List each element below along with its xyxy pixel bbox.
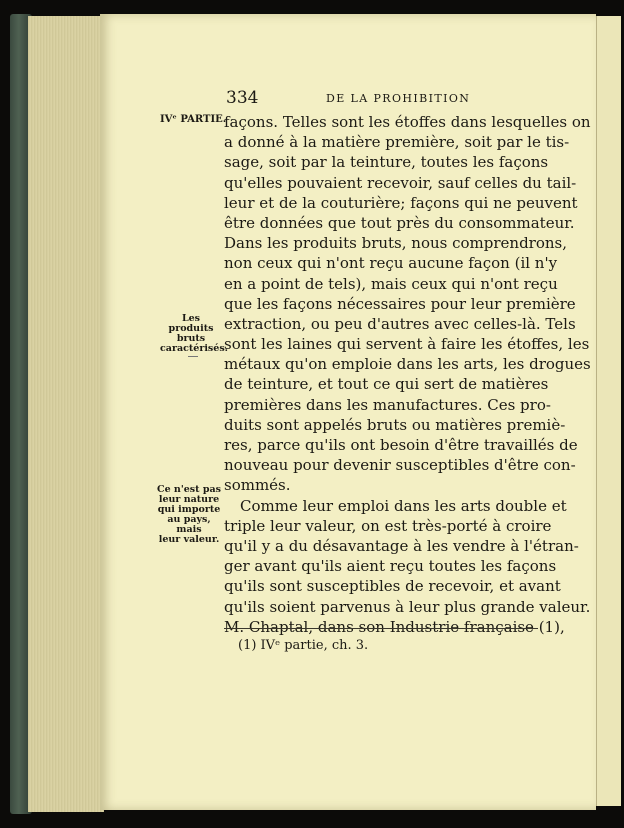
text-line: duits sont appelés bruts ou matières premiè- xyxy=(224,415,566,434)
text-line: Comme leur emploi dans les arts double et xyxy=(240,496,567,515)
text-line: en a point de tels), mais ceux qui n'ont reçu xyxy=(224,274,558,293)
text-line: qu'il y a du désavantage à les vendre à l'étran- xyxy=(224,536,579,555)
text-line: qu'elles pouvaient recevoir, sauf celles du tail- xyxy=(224,173,577,192)
text-line: non ceux qui n'ont reçu aucune façon (il n'y xyxy=(224,254,558,273)
text-line: qu'ils sont susceptibles de recevoir, et avant xyxy=(224,577,561,596)
margin-note-line: qui importe xyxy=(157,504,221,515)
text-line: de teinture, et tout ce qui sert de matières xyxy=(224,375,549,394)
text-line: sommés. xyxy=(224,476,291,495)
facing-page-edge xyxy=(596,16,621,806)
margin-note-line: caractérisés. xyxy=(160,343,228,354)
footnote-rule xyxy=(224,628,538,629)
text-line: extraction, ou peu d'autres avec celles-là. Tels xyxy=(224,314,576,333)
footnote: (1) IVᵉ partie, ch. 3. xyxy=(238,638,369,653)
text-line: façons. Telles sont les étoffes dans lesquelles on xyxy=(224,113,591,131)
text-line: que les façons nécessaires pour leur première xyxy=(224,294,576,313)
page-stack-edges xyxy=(28,16,104,812)
text-line: sage, soit par la teinture, toutes les façons xyxy=(224,153,549,172)
text-line: sont les laines qui servent à faire les étoffes, les xyxy=(224,335,590,354)
text-line: M. Chaptal, dans son Industrie française (1), xyxy=(224,617,565,636)
text-line: être données que tout près du consommateur. xyxy=(224,213,575,232)
margin-note-value xyxy=(156,485,222,545)
text-line: a donné à la matière première, soit par le tis- xyxy=(224,133,570,152)
text-line: leur et de la couturière; façons qui ne peuvent xyxy=(224,193,578,212)
section-label: IVᵉ PARTIE. xyxy=(160,114,227,125)
margin-note-line: bruts xyxy=(176,333,206,344)
text-line: premières dans les manufactures. Ces pro- xyxy=(224,395,551,414)
margin-note-line: Les produits xyxy=(168,313,214,334)
margin-note-products xyxy=(160,313,228,354)
text-line: res, parce qu'ils ont besoin d'être travaillés de xyxy=(224,436,578,454)
text-line: Dans les produits bruts, nous comprendrons, xyxy=(224,234,568,253)
margin-note-line: au pays, mais xyxy=(167,514,211,535)
text-line: triple leur valeur, on est très-porté à croire xyxy=(224,516,552,535)
text-line: qu'ils soient parvenus à leur plus grande valeur. xyxy=(224,597,591,616)
margin-note-line: leur valeur. xyxy=(158,534,220,545)
margin-note-line: leur nature xyxy=(158,494,220,505)
text-line: métaux qu'on emploie dans les arts, les drogues xyxy=(224,355,591,374)
text-line: nouveau pour devenir susceptibles d'être con- xyxy=(224,456,576,475)
text-line: ger avant qu'ils aient reçu toutes les façons xyxy=(224,557,557,576)
running-head-title: DE LA PROHIBITION xyxy=(326,92,471,105)
page-number: 334 xyxy=(226,88,259,108)
margin-note-line: Ce n'est pas xyxy=(157,484,221,495)
running-head xyxy=(226,88,536,112)
margin-tick xyxy=(188,356,198,357)
body-text xyxy=(224,112,591,637)
